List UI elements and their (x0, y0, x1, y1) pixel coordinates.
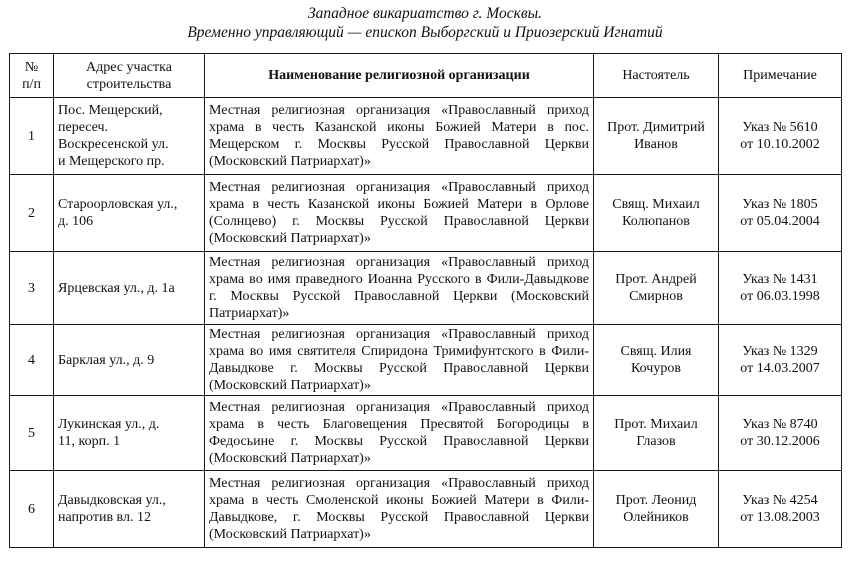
row-address (54, 325, 205, 396)
row-priest-title-name: Прот. Леонид (615, 493, 697, 508)
row-priest-title-name: Свящ. Илия (620, 344, 692, 359)
row-note (719, 175, 842, 252)
row-address (54, 98, 205, 175)
row-address-line: напротив вл. 12 (58, 510, 151, 525)
row-address (54, 396, 205, 471)
table-row (10, 252, 842, 325)
row-priest-title-name: Прот. Димитрий (607, 120, 705, 135)
row-priest-surname: Глазов (636, 434, 676, 449)
row-priest-title-name: Свящ. Михаил (612, 197, 700, 212)
row-address-line: Лукинская ул., д. (58, 417, 160, 432)
row-decree-date: от 10.10.2002 (740, 137, 820, 152)
row-note (719, 471, 842, 548)
table-row (10, 175, 842, 252)
row-priest (594, 98, 719, 175)
row-priest (594, 471, 719, 548)
row-address-line: д. 106 (58, 214, 94, 229)
row-address (54, 471, 205, 548)
column-header-organization: Наименование религиозной организации (205, 54, 594, 98)
column-header-address-line1: Адрес участка (86, 59, 172, 75)
row-address-line: Воскресенской ул. (58, 137, 169, 152)
row-note (719, 325, 842, 396)
row-address-line: Староорловская ул., (58, 197, 178, 212)
header-line-vicariate: Западное викариатство г. Москвы. (308, 5, 542, 22)
row-priest (594, 396, 719, 471)
row-priest-surname: Колюпанов (622, 214, 690, 229)
row-number: 4 (10, 325, 54, 396)
row-priest-title-name: Прот. Михаил (614, 417, 698, 432)
row-address (54, 252, 205, 325)
row-decree-number: Указ № 8740 (742, 417, 818, 432)
row-decree-date: от 14.03.2007 (740, 361, 820, 376)
row-note (719, 396, 842, 471)
header-line-administrator: Временно управляющий — епископ Выборгский и Приозерский Игнатий (187, 24, 663, 41)
row-number: 6 (10, 471, 54, 548)
row-decree-number: Указ № 5610 (742, 120, 818, 135)
column-header-note: Примечание (719, 54, 842, 98)
table-row (10, 325, 842, 396)
table-row (10, 396, 842, 471)
row-priest-surname: Иванов (634, 137, 678, 152)
column-header-number-line2: п/п (22, 76, 41, 92)
row-organization: Местная религиозная организация «Православный приход храма во имя праведного Иоанна Русского в Фили-Давыдкове г. Москвы Русской Православной Церкви (Московский Патриархат)» (205, 252, 594, 325)
row-number: 5 (10, 396, 54, 471)
row-address-line: Ярцевская ул., д. 1а (58, 280, 175, 296)
organizations-table (9, 53, 842, 548)
row-address-line: Пос. Мещерский, (58, 103, 163, 118)
row-address-line: пересеч. (58, 120, 109, 135)
row-decree-date: от 05.04.2004 (740, 214, 820, 229)
row-organization: Местная религиозная организация «Православный приход храма во имя святителя Спиридона Тримифунтского в Фили-Давыдкове г. Москвы Русской Православной Церкви (Московский Патриархат)» (205, 325, 594, 396)
column-header-priest: Настоятель (594, 54, 719, 98)
row-priest-surname: Смирнов (629, 289, 683, 304)
table-row (10, 98, 842, 175)
row-decree-number: Указ № 4254 (742, 493, 818, 508)
table-header-row (10, 54, 842, 98)
row-decree-date: от 06.03.1998 (740, 289, 820, 304)
row-number: 1 (10, 98, 54, 175)
row-decree-number: Указ № 1329 (742, 344, 818, 359)
row-address-line: Барклая ул., д. 9 (58, 352, 155, 368)
row-priest (594, 325, 719, 396)
row-priest (594, 252, 719, 325)
row-address (54, 175, 205, 252)
row-organization: Местная религиозная организация «Православный приход храма в честь Благовещения Пресвятой Богородицы в Федосьине г. Москвы Русской Православной Церкви (Московский Патриархат)» (205, 396, 594, 471)
row-priest-title-name: Прот. Андрей (615, 272, 697, 287)
row-priest (594, 175, 719, 252)
table-row (10, 471, 842, 548)
row-number: 2 (10, 175, 54, 252)
row-decree-date: от 13.08.2003 (740, 510, 820, 525)
row-note (719, 98, 842, 175)
row-priest-surname: Олейников (623, 510, 689, 525)
row-address-line: Давыдковская ул., (58, 493, 166, 508)
row-organization: Местная религиозная организация «Православный приход храма в честь Смоленской иконы Божией Матери в Фили-Давыдкове, г. Москвы Русской Православной Церкви (Московский Патриархат)» (205, 471, 594, 548)
column-header-address-line2: строительства (86, 76, 172, 92)
row-priest-surname: Кочуров (631, 361, 681, 376)
row-address-line: и Мещерского пр. (58, 154, 165, 169)
row-address-line: 11, корп. 1 (58, 434, 121, 449)
column-header-number-line1: № (24, 59, 39, 75)
row-organization: Местная религиозная организация «Православный приход храма в честь Казанской иконы Божией Матери в Орлове (Солнцево) г. Москвы Русской Православной Церкви (Московский Патриархат)» (205, 175, 594, 252)
row-decree-number: Указ № 1805 (742, 197, 818, 212)
column-header-address (54, 54, 205, 98)
row-decree-date: от 30.12.2006 (740, 434, 820, 449)
column-header-number (10, 54, 54, 98)
row-number: 3 (10, 252, 54, 325)
row-note (719, 252, 842, 325)
row-organization: Местная религиозная организация «Православный приход храма в честь Казанской иконы Божией Матери в пос. Мещерском г. Москвы Русской Православной Церкви (Московский Патриархат)» (205, 98, 594, 175)
row-decree-number: Указ № 1431 (742, 272, 818, 287)
document-header (0, 0, 850, 42)
